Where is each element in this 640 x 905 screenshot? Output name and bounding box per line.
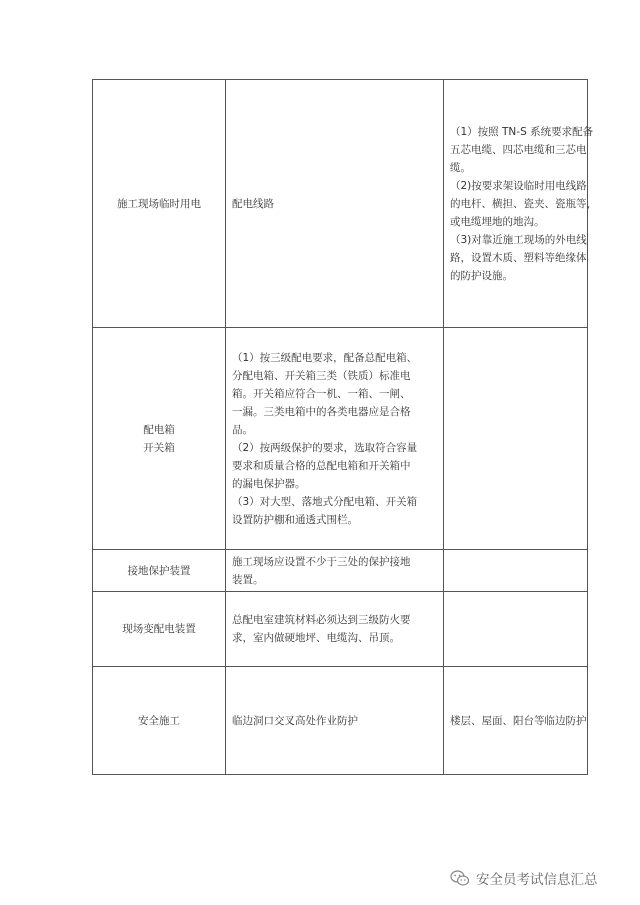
wechat-icon [450, 870, 470, 887]
content-line: （1）按三级配电要求，配备总配电箱、 [232, 351, 418, 364]
content-line: 分配电箱、开关箱三类（铁质）标准电 [232, 369, 411, 382]
content-line: （3）对大型、落地式分配电箱、开关箱 [232, 495, 418, 508]
requirement-line: 的电杆、横担、瓷夹、瓷瓶等， [450, 197, 597, 210]
content-line: 求，室内做硬地坪、电缆沟、吊顶。 [232, 632, 400, 644]
requirement-line: （3)对靠近施工现场的外电线 [450, 233, 587, 246]
requirement-line: 路，设置木质、塑料等绝缘体 [450, 251, 587, 264]
requirements-cell [444, 550, 588, 592]
content-label: 配电线路 [232, 197, 274, 210]
item-label: 安全施工 [138, 714, 180, 727]
content-line: 箱。开关箱应符合一机、一箱、一闸、 [232, 387, 411, 400]
content-line: 施工现场应设置不少于三处的保护接地 [232, 555, 411, 568]
requirement-line: 的防护设施。 [450, 269, 513, 282]
content-cell [226, 328, 444, 550]
content-line: 要求和质量合格的总配电箱和开关箱中 [232, 459, 411, 472]
requirement-line: （2)按要求架设临时用电线路 [450, 179, 587, 192]
item-label: 开关箱 [143, 441, 175, 454]
requirement-line: （1）按照 TN-S 系统要求配备 [450, 125, 594, 138]
table-row [93, 328, 588, 550]
content-cell [226, 80, 444, 328]
item-label: 接地保护装置 [127, 564, 191, 577]
item-label: 施工现场临时用电 [117, 197, 201, 210]
item-cell [93, 550, 226, 592]
table-row [93, 667, 588, 775]
content-cell [226, 667, 444, 775]
requirement-line: 楼层、屋面、阳台等临边防护 [450, 714, 587, 727]
requirement-line: 缆。 [450, 161, 471, 174]
content-line: 的漏电保护器。 [232, 477, 306, 490]
item-label: 现场变配电装置 [122, 623, 196, 635]
table-row [93, 80, 588, 328]
content-line: 一漏。三类电箱中的各类电器应是合格 [232, 405, 411, 418]
requirement-line: 五芯电缆、四芯电缆和三芯电 [450, 143, 587, 156]
watermark-text: 安全员考试信息汇总 [476, 872, 598, 888]
requirements-cell [444, 667, 588, 775]
wechat-watermark [450, 868, 598, 888]
requirement-line: 或电缆埋地的地沟。 [450, 215, 545, 228]
requirements-cell [444, 592, 588, 667]
table-row [93, 592, 588, 667]
item-cell [93, 80, 226, 328]
content-cell [226, 592, 444, 667]
safety-requirements-table [92, 79, 597, 775]
content-label: 临边洞口交叉高处作业防护 [232, 714, 358, 727]
content-line: 设置防护棚和通透式围栏。 [232, 513, 358, 526]
content-line: （2）按两级保护的要求，选取符合容量 [232, 441, 418, 454]
item-cell [93, 328, 226, 550]
requirements-cell [444, 328, 588, 550]
content-line: 装置。 [232, 573, 264, 586]
content-line: 总配电室建筑材料必须达到三级防火要 [232, 614, 411, 626]
item-cell [93, 667, 226, 775]
item-label: 配电箱 [143, 423, 175, 436]
table-row [93, 550, 588, 592]
item-cell [93, 592, 226, 667]
content-line: 品。 [232, 423, 253, 436]
requirements-cell [444, 80, 597, 328]
content-cell [226, 550, 444, 592]
